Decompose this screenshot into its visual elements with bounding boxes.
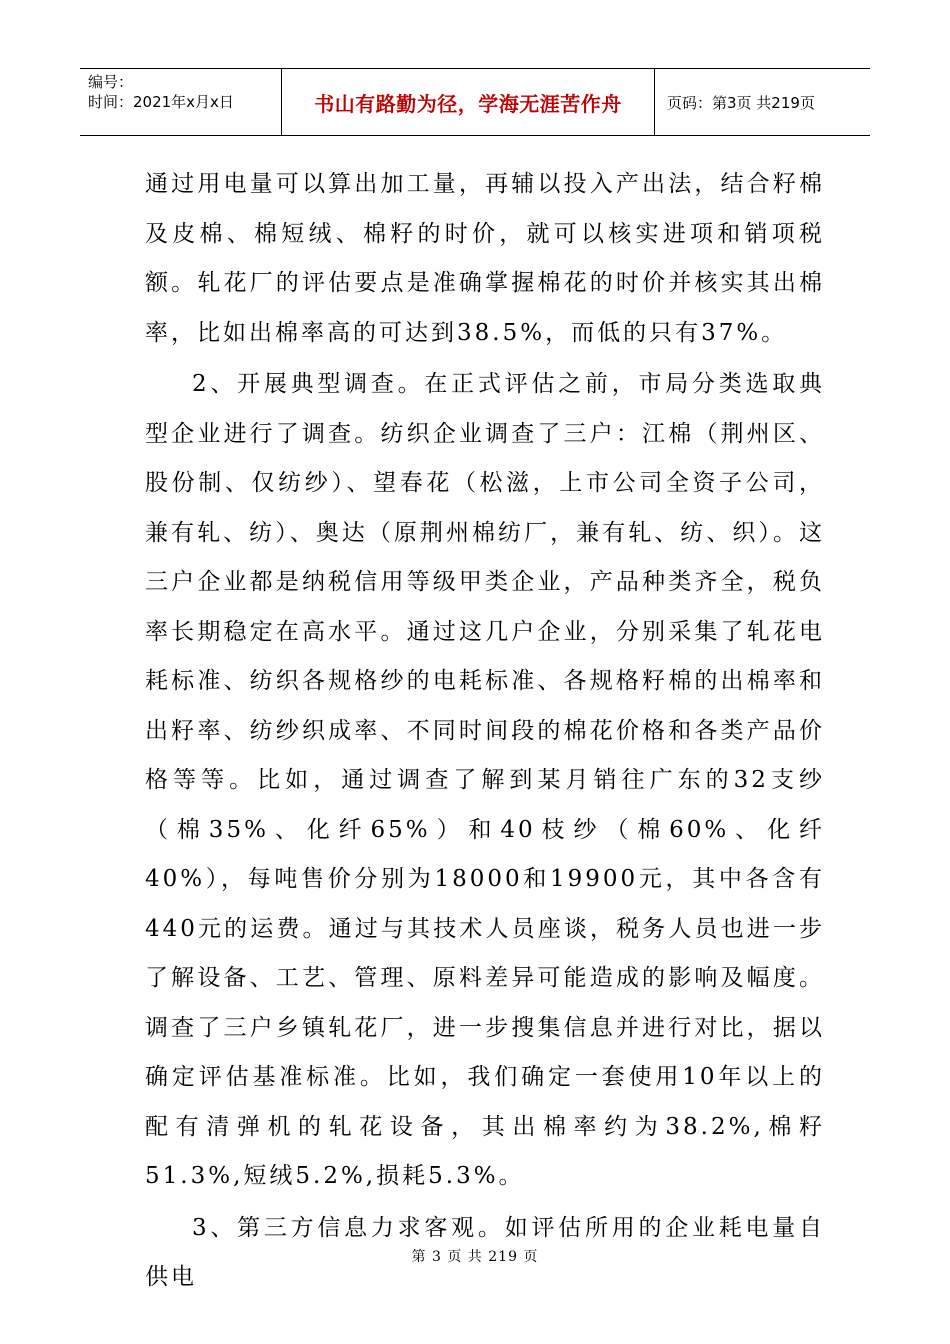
page-header [80,68,870,136]
document-body [145,160,825,1303]
paragraph: 3、第三方信息力求客观。如评估所用的企业耗电量自供电 [145,1214,825,1290]
header-page-info: 页码：第3页 共219页 [667,93,815,112]
page-footer: 第 3 页 共 219 页 [411,1249,539,1265]
header-motto: 书山有路勤为径，学海无涯苦作舟 [281,69,655,135]
number-label: 编号： [88,73,134,91]
header-meta [80,69,281,135]
date-label: 时间：2021年x月x日 [88,93,234,111]
paragraph: 通过用电量可以算出加工量，再辅以投入产出法，结合籽棉及皮棉、棉短绒、棉籽的时价，就可以核实进项和销项税额。轧花厂的评估要点是准确掌握棉花的时价并核实其出棉率，比如出棉率高的可达到38.5%，而低的只有37%。 [145,171,825,346]
paragraph: 2、开展典型调查。在正式评估之前，市局分类选取典型企业进行了调查。纺织企业调查了三户：江棉（荆州区、股份制、仅纺纱）、望春花（松滋，上市公司全资子公司，兼有轧、纺）、奥达（原荆州棉纺厂，兼有轧、纺、织）。这三户企业都是纳税信用等级甲类企业，产品种类齐全，税负率长期稳定在高水平。通过这几户企业，分别采集了轧花电耗标准、纺织各规格纱的电耗标准、各规格籽棉的出棉率和出籽率、纺纱织成率、不同时间段的棉花价格和各类产品价格等等。比如，通过调查了解到某月销往广东的32支纱（棉35%、化纤65%）和40枝纱（棉60%、化纤40%），每吨售价分别为18000和19900元，其中各含有440元的运费。通过与其技术人员座谈，税务人员也进一步了解设备、工艺、管理、原料差异可能造成的影响及幅度。调查了三户乡镇轧花厂，进一步搜集信息并进行对比，据以确定评估基准标准。比如，我们确定一套使用10年以上的配有清弹机的轧花设备，其出棉率约为38.2%,棉籽51.3%,短绒5.2%,损耗5.3%。 [145,371,825,1189]
